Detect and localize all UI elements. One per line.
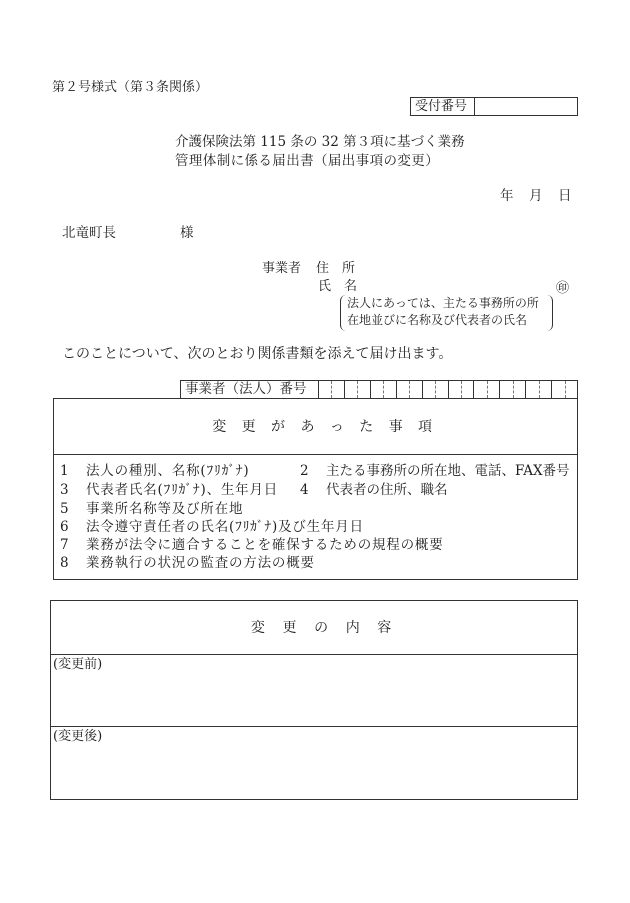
addressee-honorific: 様: [180, 225, 194, 241]
date-year-label: 年: [500, 188, 514, 204]
business-number-digit-cell: [526, 381, 552, 398]
changed-items-heading-row: [54, 399, 577, 455]
changed-item-number: 6: [60, 519, 69, 535]
changed-item-number: 3: [60, 482, 69, 498]
form-number: 第２号様式（第３条関係）: [52, 80, 209, 95]
change-content-heading-row: [51, 601, 577, 655]
applicant-address-label: 住 所: [316, 261, 356, 276]
submission-statement: このことについて、次のとおり関係書類を添えて届け出ます。: [62, 346, 453, 362]
changed-item-number: 1: [60, 463, 69, 479]
applicant-label: 事業者: [262, 261, 302, 276]
date-month-label: 月: [529, 188, 543, 204]
applicant-note-line-1: 法人にあっては、主たる事務所の所: [347, 296, 539, 310]
business-number-digit-cell: [371, 381, 397, 398]
business-number-digit-cell: [397, 381, 423, 398]
changed-item-text: 代表者の住所、職名: [326, 482, 448, 498]
note-right-bracket: [547, 295, 553, 331]
changed-item-number: 2: [300, 463, 309, 479]
changed-item-number: 5: [60, 501, 69, 517]
note-left-bracket: [340, 295, 346, 331]
seal-mark: ㊞: [556, 281, 570, 296]
change-after-row: [51, 727, 577, 799]
changed-item-text: 事業所名称等及び所在地: [86, 501, 244, 517]
document-title-line-1: 介護保険法第 115 条の 32 第３項に基づく業務: [175, 134, 465, 150]
change-before-label: (変更前): [53, 657, 103, 672]
changed-item-text: 代表者氏名(ﾌﾘｶﾞﾅ)、生年月日: [86, 482, 279, 498]
business-number-digit-cell: [552, 381, 577, 398]
reception-number-box: [410, 97, 578, 116]
change-before-row: [51, 655, 577, 727]
changed-items-heading: 変 更 が あ っ た 事 項: [212, 418, 433, 435]
changed-item-number: 7: [60, 537, 69, 553]
applicant-name-label: 氏 名: [318, 279, 358, 294]
business-number-digit-cell: [449, 381, 475, 398]
changed-item-text: 主たる事務所の所在地、電話、FAX番号: [326, 463, 570, 479]
changed-item-text: 法人の種別、名称(ﾌﾘｶﾞﾅ): [86, 463, 250, 479]
business-number-row: [180, 380, 578, 399]
date-day-label: 日: [558, 188, 572, 204]
document-title-line-2: 管理体制に係る届出書（届出事項の変更）: [175, 153, 440, 169]
change-content-box: [50, 600, 578, 800]
changed-item-number: 8: [60, 555, 69, 571]
change-content-heading: 変 更 の 内 容: [250, 619, 394, 636]
business-number-digit-cell: [500, 381, 526, 398]
changed-item-text: 法令遵守責任者の氏名(ﾌﾘｶﾞﾅ)及び生年月日: [86, 519, 364, 535]
change-after-label: (変更後): [53, 729, 103, 744]
business-number-digit-cell: [423, 381, 449, 398]
business-number-digit-cell: [474, 381, 500, 398]
business-number-digit-cell: [319, 381, 345, 398]
reception-number-label: 受付番号: [411, 98, 475, 115]
changed-item-text: 業務が法令に適合することを確保するための規程の概要: [86, 537, 444, 553]
applicant-note-line-2: 在地並びに名称及び代表者の氏名: [347, 313, 528, 327]
changed-item-number: 4: [300, 482, 309, 498]
business-number-label: 事業者（法人）番号: [181, 381, 319, 398]
reception-number-field: [475, 98, 577, 115]
changed-item-text: 業務執行の状況の監査の方法の概要: [86, 555, 315, 571]
addressee-name: 北竜町長: [62, 225, 116, 241]
business-number-digit-cell: [345, 381, 371, 398]
